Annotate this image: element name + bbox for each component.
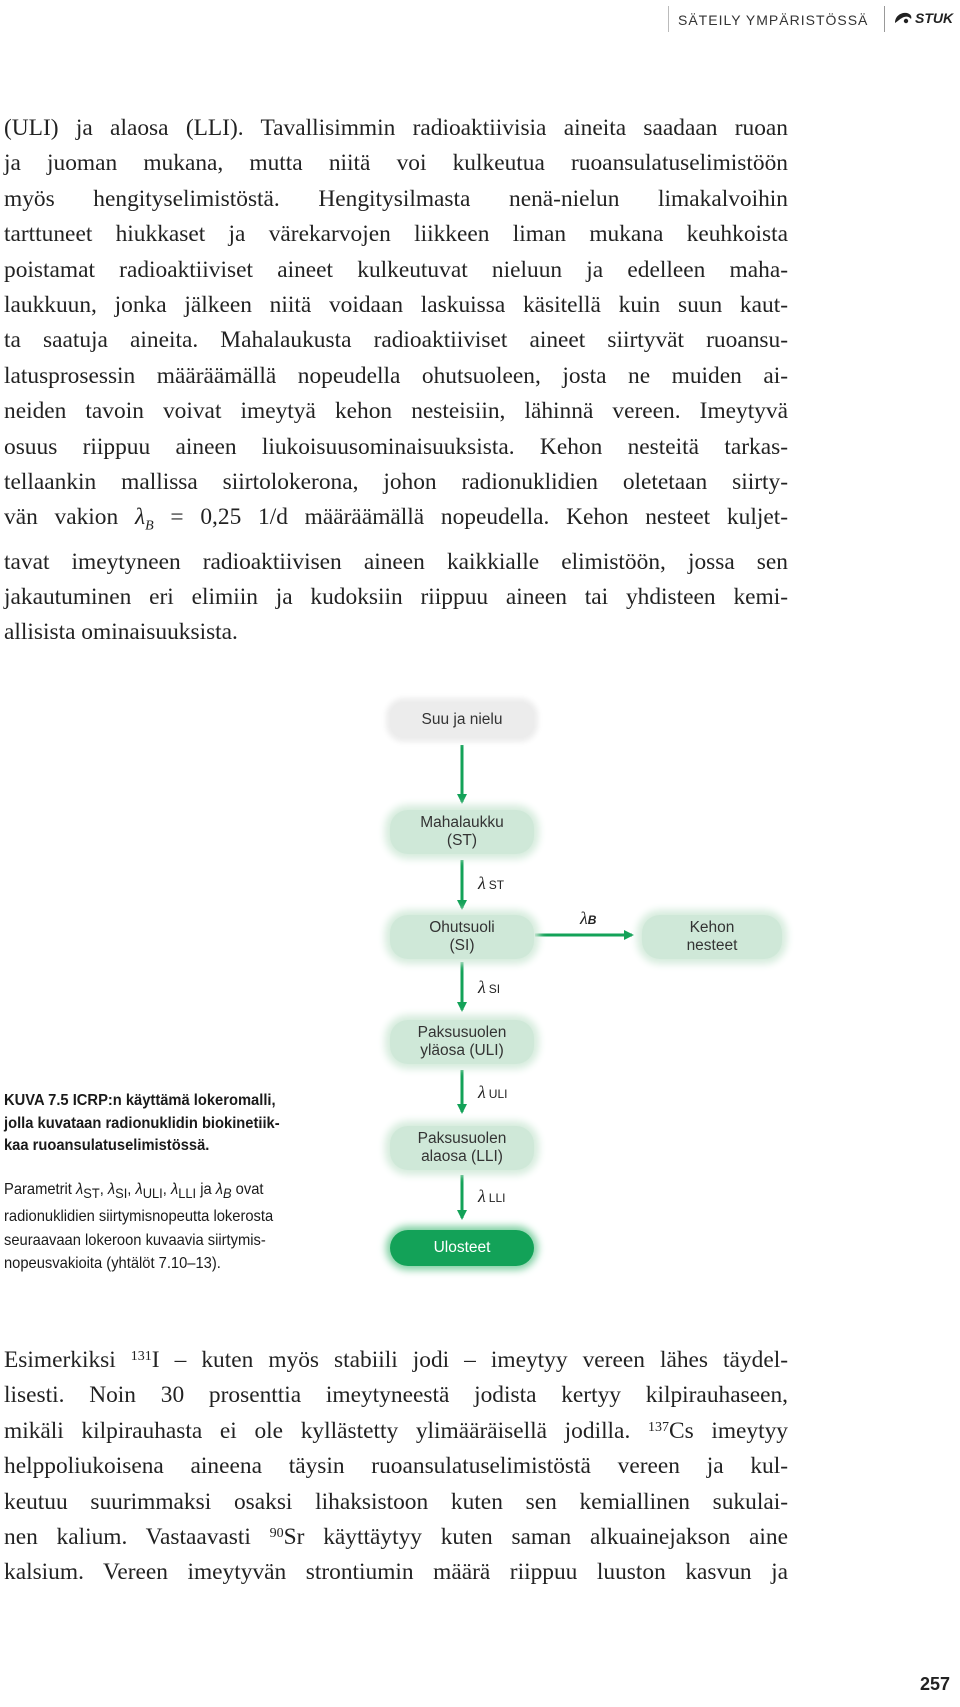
text-line: tavat imeytyneen radioaktiivisen aineen kaikkialle elimistöön, jossa sen (4, 548, 788, 575)
text-fragment: Esimerkiksi (4, 1347, 131, 1373)
text-line: myös hengityselimistöstä. Hengitysilmasta nenä-nielun limakalvoihin (4, 185, 788, 212)
lambda-subscript: LLI (178, 1184, 197, 1201)
text-line: keutuu suurimmaksi osaksi lihaksistoon kuten sen kemiallinen sukulai- (4, 1488, 788, 1515)
node-label: Mahalaukku (420, 814, 504, 831)
lambda-subscript: SI (115, 1184, 128, 1201)
lambda-subscript: ST (83, 1184, 100, 1201)
text-line: laukkuun, jonka jälkeen niitä voidaan laskuissa käsitellä kuin suun kaut- (4, 292, 788, 319)
lambda-uli-label (478, 1082, 507, 1103)
text-line: osuus riippuu aineen liukoisuusominaisuuksista. Kehon nesteitä tarkas- (4, 433, 788, 460)
caption-line: seuraavaan lokeroon kuvaavia siirtymis- (4, 1231, 266, 1249)
lambda-st-label (478, 873, 504, 894)
caption-body (4, 1178, 344, 1276)
lambda-subscript: B (222, 1184, 232, 1201)
node-label: (SI) (449, 937, 475, 954)
text-fragment: I – kuten myös stabiili jodi – imeytyy vereen lähes täydel- (151, 1347, 788, 1373)
node-label: yläosa (ULI) (420, 1042, 504, 1059)
body-paragraph (4, 111, 788, 651)
lambda-subscript: ST (488, 878, 505, 892)
text-line: (ULI) ja alaosa (LLI). Tavallisimmin radioaktiivisia aineita saadaan ruoan (4, 115, 788, 141)
lambda-symbol: λ (134, 504, 146, 531)
lambda-subscript: B (145, 519, 154, 535)
lambda-symbol: λ (215, 1180, 223, 1198)
lambda-subscript: B (587, 913, 597, 927)
caption-line: kaa ruoansulatuselimistössä. (4, 1137, 210, 1154)
node-label: Paksusuolen (417, 1024, 507, 1041)
text-fragment: = 0,25 1/d määräämällä nopeudella. Kehon nesteet kuljet- (153, 504, 788, 531)
lambda-symbol: λ (580, 908, 588, 928)
superscript: 90 (269, 1526, 284, 1542)
separator: , (162, 1180, 171, 1198)
text-fragment: nen kalium. Vastaavasti (4, 1524, 270, 1551)
logo-text: STUK (915, 10, 954, 26)
node-excretion (390, 1230, 534, 1266)
caption-line: jolla kuvataan radionuklidin biokinetiik- (4, 1114, 280, 1132)
superscript: 131 (130, 1349, 152, 1364)
running-title: SÄTEILY YMPÄRISTÖSSÄ (678, 12, 869, 28)
text-line (4, 1343, 788, 1378)
compartment-diagram (370, 690, 800, 1290)
text-fragment: mikäli kilpirauhasta ei ole kyllästetty ylimääräisellä jodilla. (4, 1417, 648, 1444)
node-label: Paksusuolen (417, 1130, 507, 1147)
node-label: nesteet (686, 937, 738, 954)
figure-caption (4, 1090, 344, 1276)
text-line: lisesti. Noin 30 prosenttia imeytyneestä jodista kertyy kilpirauhaseen, (4, 1382, 788, 1409)
text-line: ja juoman mukana, mutta niitä voi kulkeutua ruoansulatuselimistöön (4, 150, 788, 177)
node-label: Kehon (689, 919, 735, 936)
node-mouth (390, 702, 534, 738)
lambda-subscript: SI (488, 982, 501, 996)
node-stomach (390, 810, 534, 854)
text-line: tellaankin mallissa siirtolokerona, johon radionuklidien oletetaan siirty- (4, 469, 788, 496)
stuk-logo (893, 10, 953, 26)
node-label: (ST) (446, 832, 478, 849)
page-number: 257 (919, 1674, 950, 1694)
text-line: poistamat radioaktiiviset aineet kulkeutuvat nieluun ja edelleen maha- (4, 256, 788, 283)
node-small-intestine (390, 915, 534, 959)
lambda-symbol: λ (107, 1180, 116, 1198)
caption-line: nopeusvakioita (yhtälöt 7.10–13). (4, 1255, 221, 1273)
node-lower-large-intestine (390, 1126, 534, 1170)
stuk-logo-icon (893, 11, 913, 25)
lambda-symbol: λ (478, 1186, 486, 1206)
lambda-si-label (478, 977, 500, 998)
lambda-b-label (580, 908, 596, 929)
lambda-symbol: λ (135, 1180, 143, 1198)
lambda-symbol: λ (75, 1180, 84, 1198)
node-label: Ohutsuoli (429, 919, 495, 936)
text-line: kalsium. Vereen imeytyvän strontiumin määrä riippuu luuston kasvun ja (4, 1559, 788, 1586)
text-fragment: Parametrit (4, 1180, 76, 1198)
text-line (4, 500, 788, 544)
lambda-symbol: λ (478, 977, 486, 997)
text-fragment: Sr käyttäytyy kuten saman alkuainejakson aine (283, 1524, 788, 1551)
text-line: neiden tavoin voivat imeytyä kehon nesteisiin, lähinnä vereen. Imeytyvä (4, 398, 788, 425)
text-line: allisista ominaisuuksista. (4, 619, 238, 646)
superscript: 137 (647, 1419, 669, 1435)
text-line: latusprosessin määräämällä nopeudella ohutsuoleen, josta ne muiden ai- (4, 362, 788, 389)
diagram-arrows (370, 690, 800, 1290)
text-fragment: vän vakion (4, 504, 135, 531)
text-fragment: Cs imeytyy (668, 1417, 788, 1444)
caption-line: KUVA 7.5 ICRP:n käyttämä lokeromalli, (4, 1092, 276, 1109)
lambda-lli-label (478, 1186, 505, 1207)
node-body-fluids (642, 915, 782, 959)
node-label: alaosa (LLI) (421, 1148, 503, 1165)
lambda-symbol: λ (170, 1180, 179, 1198)
separator: , (99, 1180, 108, 1198)
running-header (668, 2, 960, 36)
text-line: ta saatuja aineita. Mahalaukusta radioaktiiviset aineet siirtyvät ruoansu- (4, 327, 788, 354)
text-line: tarttuneet hiukkaset ja värekarvojen liikkeen liman mukana keuhkoista (4, 221, 788, 248)
lambda-symbol: λ (478, 873, 486, 893)
text-fragment: ovat (231, 1180, 264, 1198)
text-line (4, 1520, 788, 1555)
conjunction: ja (196, 1180, 216, 1198)
node-label: Suu ja nielu (421, 711, 503, 728)
lambda-subscript: LLI (488, 1191, 506, 1205)
text-line: jakautuminen eri elimiin ja kudoksiin riippuu aineen tai yhdisteen kemi- (4, 583, 788, 610)
text-line: helppoliukoisena aineena täysin ruoansulatuselimistöstä vereen ja kul- (4, 1453, 788, 1480)
lambda-subscript: ULI (488, 1087, 508, 1101)
text-line (4, 1414, 788, 1449)
separator: , (127, 1180, 136, 1198)
header-divider (884, 6, 885, 32)
caption-line: radionuklidien siirtymisnopeutta lokerosta (4, 1208, 274, 1226)
caption-line (4, 1178, 344, 1206)
header-divider (668, 6, 669, 32)
lambda-symbol: λ (478, 1082, 486, 1102)
node-label: Ulosteet (433, 1239, 491, 1256)
lambda-subscript: ULI (142, 1184, 163, 1201)
caption-title (4, 1090, 344, 1158)
body-paragraph (4, 1343, 788, 1591)
node-upper-large-intestine (390, 1020, 534, 1064)
